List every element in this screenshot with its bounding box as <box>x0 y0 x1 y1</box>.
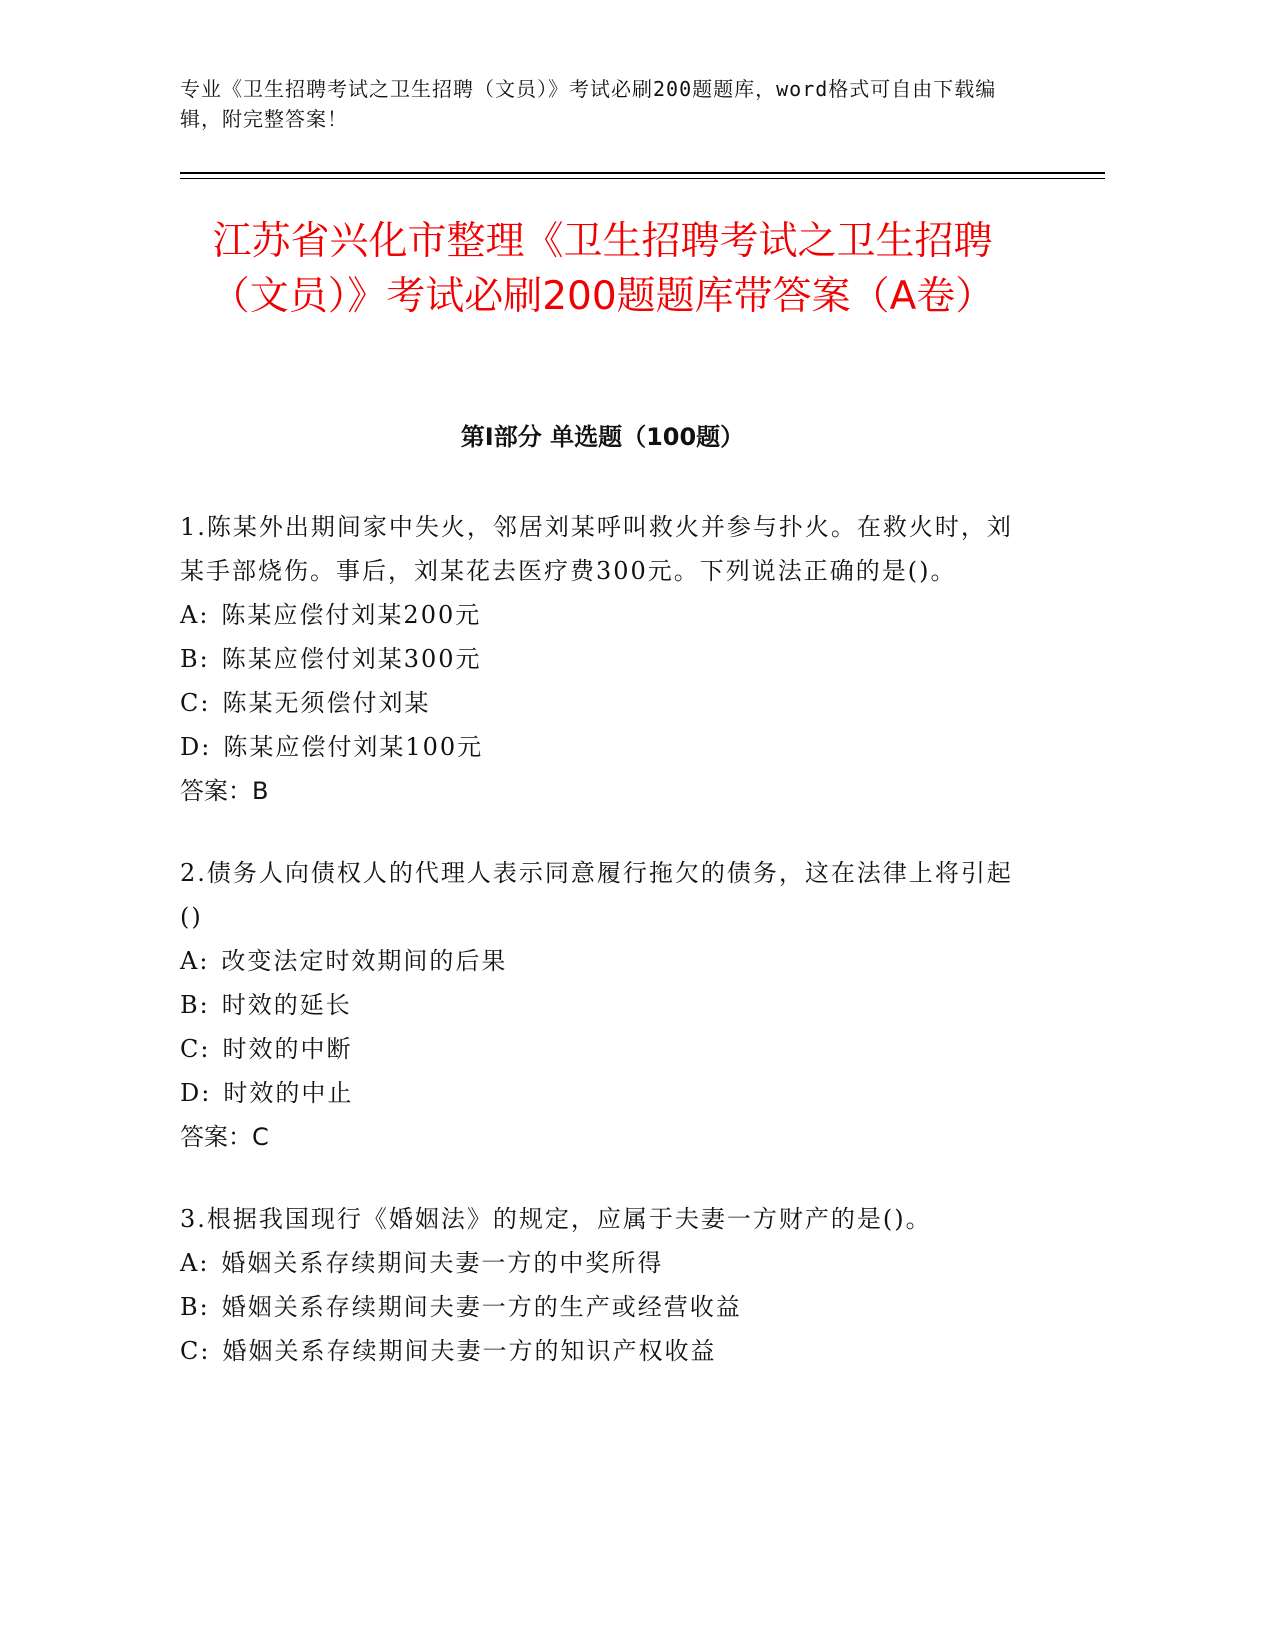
answer-line: 答案：B <box>180 777 269 805</box>
option-letter: B: <box>180 991 210 1019</box>
option-text: 陈某应偿付刘某200元 <box>221 601 482 629</box>
option-text: 改变法定时效期间的后果 <box>221 947 508 975</box>
option-letter: A: <box>180 601 210 629</box>
question-1 <box>180 505 1025 813</box>
option-text: 时效的延长 <box>221 991 352 1019</box>
option-a <box>180 1241 1025 1285</box>
option-text: 婚姻关系存续期间夫妻一方的中奖所得 <box>221 1249 664 1277</box>
question-2 <box>180 851 1025 1159</box>
question-3 <box>180 1197 1025 1373</box>
document-title: 江苏省兴化市整理《卫生招聘考试之卫生招聘（文员）》考试必刷200题题库带答案（A卷） <box>210 219 995 319</box>
option-letter: A: <box>180 947 210 975</box>
question-text: 1.陈某外出期间家中失火，邻居刘某呼叫救火并参与扑火。在救火时，刘某手部烧伤。事后，刘某花去医疗费300元。下列说法正确的是()。 <box>180 513 1013 585</box>
option-letter: D: <box>180 733 212 761</box>
question-text: 3.根据我国现行《婚姻法》的规定，应属于夫妻一方财产的是()。 <box>180 1205 932 1233</box>
header-note: 专业《卫生招聘考试之卫生招聘（文员）》考试必刷200题题库，word格式可自由下载编辑，附完整答案！ <box>180 77 997 131</box>
option-text: 陈某无须偿付刘某 <box>222 689 431 717</box>
option-letter: B: <box>180 645 210 673</box>
option-letter: D: <box>180 1079 212 1107</box>
option-text: 陈某应偿付刘某300元 <box>221 645 482 673</box>
option-b <box>180 1285 1025 1329</box>
option-c <box>180 1329 1025 1373</box>
header-rule-thin <box>180 178 1105 179</box>
option-letter: B: <box>180 1293 210 1321</box>
question-text: 2.债务人向债权人的代理人表示同意履行拖欠的债务，这在法律上将引起() <box>180 859 1013 931</box>
option-text: 时效的中断 <box>222 1035 353 1063</box>
option-text: 陈某应偿付刘某100元 <box>223 733 484 761</box>
option-letter: A: <box>180 1249 210 1277</box>
question-list <box>180 505 1025 1411</box>
option-letter: C: <box>180 1337 211 1365</box>
option-c <box>180 681 1025 725</box>
option-text: 婚姻关系存续期间夫妻一方的生产或经营收益 <box>221 1293 742 1321</box>
option-letter: C: <box>180 689 211 717</box>
option-d <box>180 725 1025 769</box>
header-rule-thick <box>180 172 1105 174</box>
option-c <box>180 1027 1025 1071</box>
section-title: 第Ⅰ部分 单选题（100题） <box>460 423 745 451</box>
option-text: 婚姻关系存续期间夫妻一方的知识产权收益 <box>222 1337 717 1365</box>
option-b <box>180 637 1025 681</box>
option-letter: C: <box>180 1035 211 1063</box>
answer-line: 答案：C <box>180 1123 269 1151</box>
option-a <box>180 939 1025 983</box>
option-a <box>180 593 1025 637</box>
option-d <box>180 1071 1025 1115</box>
option-b <box>180 983 1025 1027</box>
option-text: 时效的中止 <box>223 1079 354 1107</box>
